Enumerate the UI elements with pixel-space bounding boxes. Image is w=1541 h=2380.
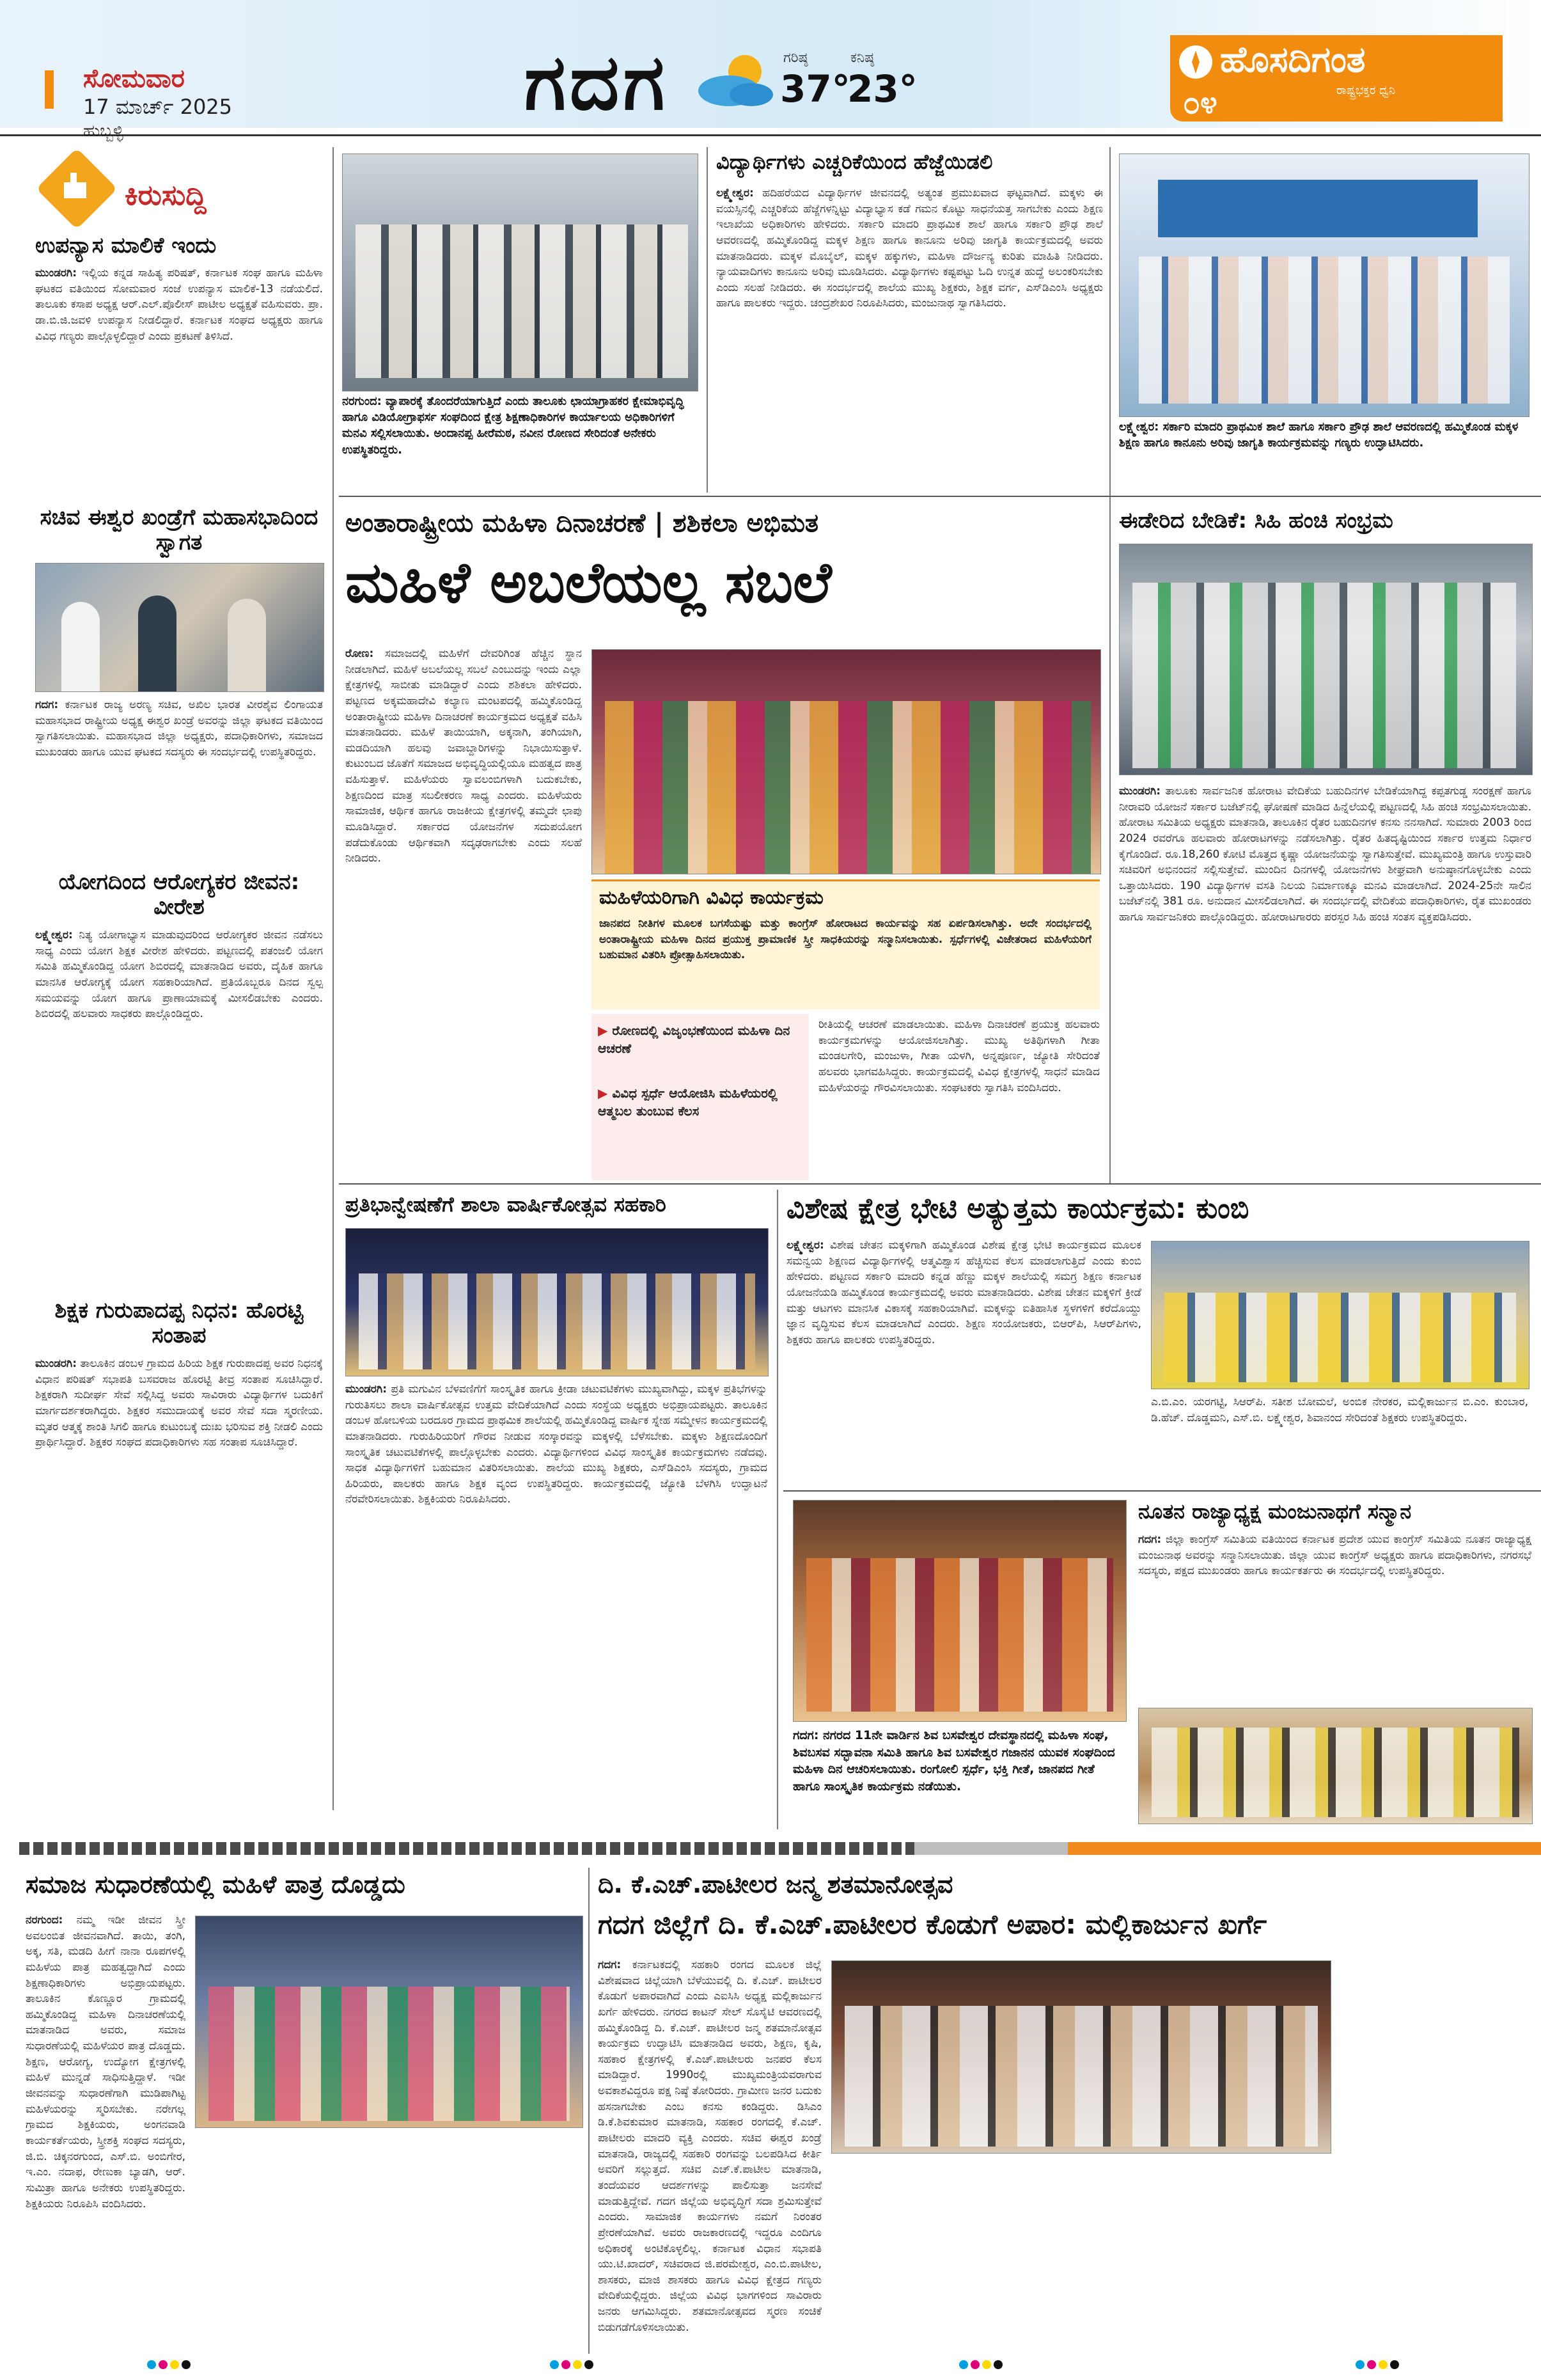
photo-group: [1132, 583, 1516, 768]
pointing-hand-icon: [51, 163, 102, 214]
brief-body: [35, 927, 323, 1286]
registration-dot: [971, 2360, 980, 2369]
registration-dot: [1356, 2360, 1365, 2369]
cp-photo: [1119, 544, 1533, 775]
dateline: ಲಕ್ಷ್ಮೇಶ್ವರ:: [716, 187, 754, 200]
kharge-photo: [831, 1960, 1331, 2154]
highlight-bullet: [598, 1084, 802, 1120]
photo-group: [605, 701, 1091, 874]
headline: ನೂತನ ರಾಜ್ಯಾಧ್ಯಕ್ಷ ಮಂಜುನಾಥಗೆ ಸನ್ಮಾನ: [1138, 1499, 1412, 1524]
school-fest-photo: [345, 1228, 769, 1376]
brief-text: ಕರ್ನಾಟಕ ರಾಜ್ಯ ಅರಣ್ಯ ಸಚಿವ, ಅಖಿಲ ಭಾರತ ವೀರಶೈವ ಲಿಂಗಾಯತ ಮಹಾಸಭಾದ ರಾಷ್ಟ್ರೀಯ ಅಧ್ಯಕ್ಷ ಈಶ್ವರ ಖಂಡ್ರೆ ಅವರನ್ನು ಜಿಲ್ಲಾ ಘಟಕದ ವತಿಯಿಂದ ಸ್ವಾಗತಿಸಲಾಯಿತು. ಮಹಾಸಭಾದ ಜಿಲ್ಲಾ ಅಧ್ಯಕ್ಷರು, ಪದಾಧಿಕಾರಿಗಳು, ಸಮಾಜದ ಮುಖಂಡರು ಹಾಗೂ ಯುವ ಘಟಕದ ಸದಸ್ಯರು ಈ ಸಂದರ್ಭದಲ್ಲಿ ಉಪಸ್ಥಿತರಿದ್ದರು.: [35, 698, 323, 759]
photo-figure: [138, 595, 176, 691]
dateline: ಮುಂಡರಗಿ:: [1119, 785, 1161, 798]
brief-body: [35, 697, 323, 863]
highlight-text: ವಿವಿಧ ಸ್ಪರ್ಧೆ ಆಯೋಜಿಸಿ ಮಹಿಳೆಯರಲ್ಲಿ ಆತ್ಮಬಲ ತುಂಬುವ ಕೆಲಸ: [598, 1085, 778, 1119]
article-body: [1138, 1532, 1531, 1701]
samaj-photo: [195, 1916, 583, 2128]
registration-dot: [1379, 2360, 1388, 2369]
registration-dot: [982, 2360, 991, 2369]
manjunath-photo: [1138, 1708, 1533, 1824]
section-separator-bar: [19, 1842, 914, 1855]
section-separator-bar: [1068, 1842, 1541, 1855]
photo-group: [359, 1273, 755, 1369]
registration-dot: [170, 2360, 179, 2369]
brief-title: ಸಚಿವ ಈಶ್ವರ ಖಂಡ್ರೆಗೆ ಮಹಾಸಭಾದಿಂದ ಸ್ವಾಗತ: [40, 505, 318, 556]
brief-text: ತಾಲೂಕಿನ ಡಂಬಳ ಗ್ರಾಮದ ಹಿರಿಯ ಶಿಕ್ಷಕ ಗುರುಪಾದಪ್ಪ ಅವರ ನಿಧನಕ್ಕೆ ವಿಧಾನ ಪರಿಷತ್ ಸಭಾಪತಿ ಬಸವರಾಜ ಹೊರಟ್ಟಿ ತೀವ್ರ ಸಂತಾಪ ಸೂಚಿಸಿದ್ದಾರೆ. ಶಿಕ್ಷಕರಾಗಿ ಸುದೀರ್ಘ ಸೇವೆ ಸಲ್ಲಿಸಿದ್ದ ಅವರು ಸಾವಿರಾರು ವಿದ್ಯಾರ್ಥಿಗಳ ಬದುಕಿಗೆ ಮಾರ್ಗದರ್ಶಕರಾಗಿದ್ದರು. ಶಿಕ್ಷಕರ ಸಮುದಾಯಕ್ಕೆ ಅವರ ಸೇವೆ ಸದಾ ಸ್ಮರಣೀಯ. ಮೃತರ ಆತ್ಮಕ್ಕೆ ಶಾಂತಿ ಸಿಗಲಿ ಹಾಗೂ ಕುಟುಂಬಕ್ಕೆ ದುಃಖ ಭರಿಸುವ ಶಕ್ತಿ ನೀಡಲಿ ಎಂದು ಪ್ರಾರ್ಥಿಸಿದ್ದಾರೆ. ಶಿಕ್ಷಕರ ಸಂಘದ ಪದಾಧಿಕಾರಿಗಳು ಸಹ ಸಂತಾಪ ಸೂಚಿಸಿದ್ದಾರೆ.: [35, 1357, 323, 1449]
dateline: ಗದಗ:: [35, 698, 59, 711]
masthead: [0, 0, 1541, 141]
inset-body: ಜಾನಪದ ನೀತಿಗಳ ಮೂಲಕ ಬಗಸೆಯಷ್ಟು ಮತ್ತು ಕಾಂಗ್ರೆಸ್ ಹೋರಾಟದ ಕಾರ್ಯವನ್ನು ಸಹ ಏರ್ಪಡಿಸಲಾಗಿತ್ತು. ಅದೇ ಸಂದರ್ಭದಲ್ಲಿ ಅಂತಾರಾಷ್ಟ್ರೀಯ ಮಹಿಳಾ ದಿನದ ಪ್ರಯುಕ್ತ ಪ್ರಾಮಾಣಿಕ ಸ್ತ್ರೀ ಸಾಧಕಿಯರನ್ನು ಸನ್ಮಾನಿಸಲಾಯಿತು. ಸ್ಪರ್ಧೆಗಳಲ್ಲಿ ವಿಜೇತರಾದ ಮಹಿಳೆಯರಿಗೆ ಬಹುಮಾನ ವಿತರಿಸಿ ಪ್ರೋತ್ಸಾಹಿಸಲಾಯಿತು.: [599, 917, 1091, 962]
brief-title: ಯೋಗದಿಂದ ಆರೋಗ್ಯಕರ ಜೀವನ: ವೀರೇಶ: [58, 869, 300, 920]
registration-dot: [573, 2360, 582, 2369]
school-photo: [1119, 154, 1529, 417]
row-divider: [783, 1490, 1541, 1492]
section-separator-bar: [914, 1842, 1068, 1855]
column-divider: [1109, 147, 1111, 1183]
weather-icon: [691, 45, 780, 115]
dateline: ನರಗುಂದ:: [26, 1914, 63, 1927]
registration-dot: [159, 2360, 168, 2369]
registration-dot: [959, 2360, 968, 2369]
edition-label: ಹುಬ್ಬಳ್ಳಿ: [83, 122, 123, 141]
photo-group: [1152, 1728, 1519, 1817]
dateline: ಮುಂಡರಗಿ:: [35, 267, 77, 280]
inset-box: [591, 879, 1100, 1009]
max-temp-label: ಗರಿಷ್ಠ: [783, 50, 808, 66]
dateline: ಮುಂಡರಗಿ:: [35, 1357, 77, 1370]
date-label: 17 ಮಾರ್ಚ್ 2025: [83, 95, 233, 119]
headline: ವಿಶೇಷ ಕ್ಷೇತ್ರ ಭೇಟಿ ಅತ್ಯುತ್ತಮ ಕಾರ್ಯಕ್ರಮ: ಕುಂಬಿ: [786, 1192, 1249, 1225]
brief-title: ಉಪನ್ಯಾಸ ಮಾಲಿಕೆ ಇಂದು: [35, 233, 217, 258]
article-text: ಪ್ರತಿ ಮಗುವಿನ ಬೆಳವಣಿಗೆಗೆ ಸಾಂಸ್ಕೃತಿಕ ಹಾಗೂ ಕ್ರೀಡಾ ಚಟುವಟಿಕೆಗಳು ಮುಖ್ಯವಾಗಿದ್ದು, ಮಕ್ಕಳ ಪ್ರತಿಭೆಗಳನ್ನು ಗುರುತಿಸಲು ಶಾಲಾ ವಾರ್ಷಿಕೋತ್ಸವ ಉತ್ತಮ ವೇದಿಕೆಯಾಗಿದೆ ಎಂದು ಸಂಸ್ಥೆಯ ಅಧ್ಯಕ್ಷರು ಅಭಿಪ್ರಾಯಪಟ್ಟರು. ತಾಲೂಕಿನ ಡಂಬಳ ಹೋಬಳಿಯ ಬರದೂರ ಗ್ರಾಮದ ಪ್ರಾಥಮಿಕ ಶಾಲೆಯಲ್ಲಿ ಹಮ್ಮಿಕೊಂಡಿದ್ದ ವಾರ್ಷಿಕ ಸ್ನೇಹ ಸಮ್ಮೇಳನ ಕಾರ್ಯಕ್ರಮದಲ್ಲಿ ಮಾತನಾಡಿದರು. ಗುರುಹಿರಿಯರಿಗೆ ಗೌರವ ನೀಡುವ ಸಂಸ್ಕಾರವನ್ನು ಮಕ್ಕಳಲ್ಲಿ ಬೆಳೆಸಬೇಕು. ಮಕ್ಕಳು ಶಿಕ್ಷಣದೊಂದಿಗೆ ಸಾಂಸ್ಕೃತಿಕ ಚಟುವಟಿಕೆಗಳಲ್ಲಿ ಪಾಲ್ಗೊಳ್ಳಬೇಕು ಎಂದರು. ವಿದ್ಯಾರ್ಥಿಗಳಿಂದ ವಿವಿಧ ಸಾಂಸ್ಕೃತಿಕ ಕಾರ್ಯಕ್ರಮಗಳು ನಡೆದವು. ಸಾಧಕ ವಿದ್ಯಾರ್ಥಿಗಳಿಗೆ ಬಹುಮಾನ ವಿತರಿಸಲಾಯಿತು. ಶಾಲೆಯ ಮುಖ್ಯ ಶಿಕ್ಷಕರು, ಎಸ್‌ಡಿಎಂಸಿ ಸದಸ್ಯರು, ಗ್ರಾಮದ ಹಿರಿಯರು, ಪಾಲಕರು ಹಾಗೂ ಶಿಕ್ಷಕ ವೃಂದ ಉಪಸ್ಥಿತರಿದ್ದರು. ಕಾರ್ಯಕ್ರಮದಲ್ಲಿ ಜ್ಯೋತಿ ಬೆಳಗಿಸಿ ಉದ್ಘಾಟನೆ ನೆರವೇರಿಸಲಾಯಿತು. ಶಿಕ್ಷಕಿಯರು ನಿರೂಪಿಸಿದರು.: [345, 1383, 767, 1506]
article-body: [345, 1382, 767, 1817]
dateline: ಲಕ್ಷ್ಮೇಶ್ವರ:: [35, 929, 73, 942]
row-divider: [339, 1183, 1541, 1185]
photo-group: [356, 225, 688, 378]
inset-title: ಮಹಿಳೆಯರಿಗಾಗಿ ವಿವಿಧ ಕಾರ್ಯಕ್ರಮ: [599, 887, 824, 909]
brief-photo: [35, 563, 324, 692]
highlight-bullet: [598, 1021, 802, 1057]
bullet-icon: ▶: [598, 1023, 613, 1038]
womens-day-photo: [591, 649, 1101, 874]
paper-tagline: ರಾಷ್ಟ್ರಭಕ್ತರ ಧ್ವನಿ: [1336, 84, 1395, 97]
kirusuddi-label: ಕಿರುಸುದ್ದಿ: [125, 179, 207, 212]
brand-block: [1170, 35, 1503, 122]
brand-emblem-icon: [1177, 43, 1215, 81]
kicker: ದಿ. ಕೆ.ಎಚ್.ಪಾಟೀಲರ ಜನ್ಮ ಶತಮಾನೋತ್ಸವ: [598, 1870, 953, 1898]
article-body: [786, 1238, 1141, 1487]
registration-dot: [182, 2360, 191, 2369]
article-body: [716, 185, 1103, 489]
photo-group: [806, 1558, 1113, 1712]
registration-dot: [550, 2360, 559, 2369]
dateline: ಗದಗ:: [1138, 1533, 1162, 1546]
min-temp-label: ಕನಿಷ್ಠ: [850, 50, 875, 66]
headline: ಪ್ರತಿಭಾನ್ವೇಷಣೆಗೆ ಶಾಲಾ ವಾರ್ಷಿಕೋತ್ಸವ ಸಹಕಾರಿ: [345, 1192, 666, 1217]
brief-body: [35, 265, 323, 502]
headline: ಮಹಿಳೆ ಅಬಲೆಯಲ್ಲ ಸಬಲೆ: [345, 549, 832, 615]
column-divider: [707, 147, 708, 493]
day-label: ಸೋಮವಾರ: [83, 64, 185, 93]
bullet-icon: ▶: [598, 1085, 613, 1101]
column-divider: [588, 1868, 590, 2354]
max-temp: 37°: [780, 67, 850, 111]
headline: ಸಮಾಜ ಸುಧಾರಣೆಯಲ್ಲಿ ಮಹಿಳೆ ಪಾತ್ರ ದೊಡ್ಡದು: [26, 1870, 405, 1898]
photo-caption: ಲಕ್ಷ್ಮೇಶ್ವರ: ಸರ್ಕಾರಿ ಮಾದರಿ ಪ್ರಾಥಮಿಕ ಶಾಲೆ ಹಾಗೂ ಸರ್ಕಾರಿ ಪ್ರೌಢ ಶಾಲೆ ಆವರಣದಲ್ಲಿ ಹಮ್ಮಿಕೊಂಡ ಮಕ್ಕಳ ಶಿಕ್ಷಣ ಹಾಗೂ ಕಾನೂನು ಅರಿವು ಜಾಗೃತಿ ಕಾರ್ಯಕ್ರಮವನ್ನು ಗಣ್ಯರು ಉದ್ಘಾಟಿಸಿದರು.: [1119, 420, 1519, 450]
row-divider: [339, 496, 1541, 497]
photo-group: [208, 1987, 570, 2121]
dateline: ಗದಗ:: [598, 1958, 622, 1971]
article-body: [598, 1957, 822, 2354]
article-body: ರೀತಿಯಲ್ಲಿ ಆಚರಣೆ ಮಾಡಲಾಯಿತು. ಮಹಿಳಾ ದಿನಾಚರಣೆ ಪ್ರಯುಕ್ತ ಹಲವಾರು ಕಾರ್ಯಕ್ರಮಗಳನ್ನು ಆಯೋಜಿಸಲಾಗಿತ್ತು. ಮುಖ್ಯ ಅತಿಥಿಗಳಾಗಿ ಗೀತಾ ಮಂಡಲಗೇರಿ, ಮಂಜುಳಾ, ಗೀತಾ ಯಳಗಿ, ಅನ್ನಪೂರ್ಣ, ಜ್ಯೋತಿ ಸೇರಿದಂತೆ ಹಲವರು ಭಾಗವಹಿಸಿದ್ದರು. ಕಾರ್ಯಕ್ರಮದಲ್ಲಿ ವಿವಿಧ ಕ್ಷೇತ್ರಗಳಲ್ಲಿ ಸಾಧನೆ ಮಾಡಿದ ಮಹಿಳೆಯರನ್ನು ಗೌರವಿಸಲಾಯಿತು. ಸಂಘಟಕರು ಸ್ವಾಗತಿಸಿ ವಂದಿಸಿದರು.: [818, 1018, 1100, 1094]
dateline: ರೋಣ:: [345, 647, 374, 660]
paper-name: ಹೊಸದಿಗಂತ: [1220, 39, 1366, 81]
brief-title: ಶಿಕ್ಷಕ ಗುರುಪಾದಪ್ಪ ನಿಧನ: ಹೊರಟ್ಟಿ ಸಂತಾಪ: [54, 1298, 304, 1349]
registration-dot: [994, 2360, 1003, 2369]
top-photo: [342, 154, 698, 391]
article-text: ಕರ್ನಾಟಕದಲ್ಲಿ ಸಹಕಾರಿ ರಂಗದ ಮೂಲಕ ಜಿಲ್ಲೆ ವಿಶೇಷವಾದ ಚಿಲ್ಲೆಯಾಗಿ ಬೆಳೆಯುವಲ್ಲಿ ದಿ. ಕೆ.ಎಚ್. ಪಾಟೀಲರ ಕೊಡುಗೆ ಅಪಾರವಾಗಿದೆ ಎಂದು ಎಐಸಿಸಿ ಅಧ್ಯಕ್ಷ ಮಲ್ಲಿಕಾರ್ಜುನ ಖರ್ಗೆ ಹೇಳಿದರು. ನಗರದ ಕಾಟನ್ ಸೇಲ್ ಸೊಸೈಟಿ ಆವರಣದಲ್ಲಿ ಹಮ್ಮಿಕೊಂಡಿದ್ದ ದಿ. ಕೆ.ಎಚ್. ಪಾಟೀಲರ ಜನ್ಮ ಶತಮಾನೋತ್ಸವ ಕಾರ್ಯಕ್ರಮ ಉದ್ಘಾಟಿಸಿ ಮಾತನಾಡಿದ ಅವರು, ಶಿಕ್ಷಣ, ಕೃಷಿ, ಸಹಕಾರ ಕ್ಷೇತ್ರಗಳಲ್ಲಿ ಕೆ.ಎಚ್.ಪಾಟೀಲರು ಜನಪರ ಕೆಲಸ ಮಾಡಿದ್ದಾರೆ. 1990ರಲ್ಲಿ ಮುಖ್ಯಮಂತ್ರಿಯವರಾಗುವ ಅವಕಾಶವಿದ್ದರೂ ಪಕ್ಷ ನಿಷ್ಠೆ ತೋರಿದರು. ಗ್ರಾಮೀಣ ಜನರ ಬದುಕು ಹಸನಾಗಬೇಕು ಎಂಬ ಕನಸು ಕಂಡಿದ್ದರು. ಡಿಸಿಎಂ ಡಿ.ಕೆ.ಶಿವಕುಮಾರ ಮಾತನಾಡಿ, ಸಹಕಾರ ರಂಗದಲ್ಲಿ ಕೆ.ಎಚ್. ಪಾಟೀಲರು ಮಾದರಿ ವ್ಯಕ್ತಿ ಎಂದರು. ಸಚಿವ ಈಶ್ವರ ಖಂಡ್ರೆ ಮಾತನಾಡಿ, ರಾಜ್ಯದಲ್ಲಿ ಸಹಕಾರಿ ರಂಗವನ್ನು ಬಲಪಡಿಸಿದ ಕೀರ್ತಿ ಅವರಿಗೆ ಸಲ್ಲುತ್ತದೆ. ಸಚಿವ ಎಚ್.ಕೆ.ಪಾಟೀಲ ಮಾತನಾಡಿ, ತಂದೆಯವರ ಆದರ್ಶಗಳನ್ನು ಪಾಲಿಸುತ್ತಾ ಜನಸೇವೆ ಮಾಡುತ್ತಿದ್ದೇವೆ. ಗದಗ ಜಿಲ್ಲೆಯ ಅಭಿವೃದ್ಧಿಗೆ ಸದಾ ಶ್ರಮಿಸುತ್ತೇವೆ ಎಂದರು. ಸಾಮಾಜಿಕ ಕಾರ್ಯಗಳು ನಮಗೆ ನಿರಂತರ ಪ್ರೇರಣೆಯಾಗಿವೆ. ಅವರು ರಾಜಕಾರಣದಲ್ಲಿ ಇದ್ದರೂ ಎಂದಿಗೂ ಅಧಿಕಾರಕ್ಕೆ ಅಂಟಿಕೊಳ್ಳಲಿಲ್ಲ. ಕರ್ನಾಟಕ ವಿಧಾನ ಸಭಾಪತಿ ಯು.ಟಿ.ಖಾದರ್, ಸಚಿವರಾದ ಜಿ.ಪರಮೇಶ್ವರ, ಎಂ.ಬಿ.ಪಾಟೀಲ, ಶಾಸಕರು, ಮಾಜಿ ಶಾಸಕರು ಹಾಗೂ ವಿವಿಧ ಕ್ಷೇತ್ರದ ಗಣ್ಯರು ವೇದಿಕೆಯಲ್ಲಿದ್ದರು. ಜಿಲ್ಲೆಯ ವಿವಿಧ ಭಾಗಗಳಿಂದ ಸಾವಿರಾರು ಜನರು ಆಗಮಿಸಿದ್ದರು. ಶತಮಾನೋತ್ಸವದ ಸ್ಮರಣ ಸಂಚಿಕೆ ಬಿಡುಗಡೆಗೊಳಿಸಲಾಯಿತು.: [598, 1958, 822, 2334]
devanga-photo: [793, 1500, 1127, 1722]
photo-banner: [1158, 180, 1478, 237]
photo-caption: ನರಗುಂದ: ವ್ಯಾಪಾರಕ್ಕೆ ತೊಂದರೆಯಾಗುತ್ತಿದೆ ಎಂದು ತಾಲೂಕು ಛಾಯಾಗ್ರಾಹಕರ ಕ್ಷೇಮಾಭಿವೃದ್ಧಿ ಹಾಗೂ ವಿಡಿಯೋಗ್ರಾಫರ್ಸ ಸಂಘದಿಂದ ಕ್ಷೇತ್ರ ಶಿಕ್ಷಣಾಧಿಕಾರಿಗಳ ಕಾರ್ಯಾಲಯ ಅಧಿಕಾರಿಗಳಿಗೆ ಮನವಿ ಸಲ್ಲಿಸಲಾಯಿತು. ಅಂದಾನಪ್ಪ ಹೀರೆಮಠ, ನವೀನ ರೋಣದ ಸೇರಿದಂತೆ ಅನೇಕರು ಉಪಸ್ಥಿತರಿದ್ದರು.: [342, 395, 684, 457]
kicker: ಅಂತಾರಾಷ್ಟ್ರೀಯ ಮಹಿಳಾ ದಿನಾಚರಣೆ | ಶಶಿಕಲಾ ಅಭಿಮತ: [345, 508, 819, 538]
article-body: [1119, 784, 1531, 1177]
highlights-box: [591, 1014, 809, 1180]
photo-caption: ಗದಗ: ನಗರದ 11ನೇ ವಾರ್ಡಿನ ಶಿವ ಬಸವೇಶ್ವರ ದೇವಸ್ಥಾನದಲ್ಲಿ ಮಹಿಳಾ ಸಂಘ, ಶಿವಬಸವ ಸದ್ಭಾವನಾ ಸಮಿತಿ ಹಾಗೂ ಶಿವ ಬಸವೇಶ್ವರ ಗಜಾನನ ಯುವಕ ಸಂಘದಿಂದ ಮಹಿಳಾ ದಿನ ಆಚರಿಸಲಾಯಿತು. ರಂಗೋಲಿ ಸ್ಪರ್ಧೆ, ಭಕ್ತಿ ಗೀತೆ, ಜಾನಪದ ಗೀತೆ ಹಾಗೂ ಸಾಂಸ್ಕೃತಿಕ ಕಾರ್ಯಕ್ರಮ ನಡೆಯಿತು.: [793, 1728, 1115, 1793]
registration-dot: [1367, 2360, 1376, 2369]
dateline: ಲಕ್ಷ್ಮೇಶ್ವರ:: [786, 1239, 824, 1252]
photo-group: [845, 2006, 1318, 2147]
kumbi-photo: [1151, 1241, 1529, 1389]
date-accent-bar: [45, 70, 54, 109]
section-title: ಗದಗ: [524, 38, 669, 127]
photo-figure: [228, 599, 266, 691]
photo-group: [1139, 256, 1510, 404]
brief-text: ಇಲ್ಲಿಯ ಕನ್ನಡ ಸಾಹಿತ್ಯ ಪರಿಷತ್, ಕರ್ನಾಟಕ ಸಂಘ ಹಾಗೂ ಮಹಿಳಾ ಘಟಕದ ವತಿಯಿಂದ ಸೋಮವಾರ ಸಂಜೆ ಉಪನ್ಯಾಸ ಮಾಲಿಕೆ-13 ನಡೆಯಲಿದೆ. ತಾಲೂಕು ಕಸಾಪ ಅಧ್ಯಕ್ಷ ಆರ್.ಎಲ್.ಪೊಲೀಸ್ ಪಾಟೀಲ ಅಧ್ಯಕ್ಷತೆ ವಹಿಸುವರು. ಪ್ರಾ. ಡಾ.ಬಿ.ಜಿ.ಜವಳಿ ಉಪನ್ಯಾಸ ನೀಡಲಿದ್ದಾರೆ. ಕರ್ನಾಟಕ ಸಂಘದ ಅಧ್ಯಕ್ಷರು ಹಾಗೂ ವಿವಿಧ ಗಣ್ಯರು ಪಾಲ್ಗೊಳ್ಳಲಿದ್ದಾರೆ ಎಂದು ಪ್ರಕಟಣೆ ತಿಳಿಸಿದೆ.: [35, 267, 323, 343]
min-temp: 23°: [847, 67, 918, 111]
photo-figure: [61, 602, 100, 691]
headline: ಈಡೇರಿದ ಬೇಡಿಕೆ: ಸಿಹಿ ಹಂಚಿ ಸಂಭ್ರಮ: [1119, 508, 1393, 533]
brief-text: ನಿತ್ಯ ಯೋಗಾಭ್ಯಾಸ ಮಾಡುವುದರಿಂದ ಆರೋಗ್ಯಕರ ಜೀವನ ನಡೆಸಲು ಸಾಧ್ಯ ಎಂದು ಯೋಗ ಶಿಕ್ಷಕ ವೀರೇಶ ಹೇಳಿದರು. ಪಟ್ಟಣದಲ್ಲಿ ಪತಂಜಲಿ ಯೋಗ ಸಮಿತಿ ಹಮ್ಮಿಕೊಂಡಿದ್ದ ಯೋಗ ಶಿಬಿರದಲ್ಲಿ ಮಾತನಾಡಿದ ಅವರು, ದೈಹಿಕ ಹಾಗೂ ಮಾನಸಿಕ ಆರೋಗ್ಯಕ್ಕೆ ಯೋಗ ಸಹಕಾರಿಯಾಗಿದೆ. ಪ್ರತಿಯೊಬ್ಬರೂ ದಿನದ ಸ್ವಲ್ಪ ಸಮಯವನ್ನು ಯೋಗ ಹಾಗೂ ಪ್ರಾಣಾಯಾಮಕ್ಕೆ ಮೀಸಲಿಡಬೇಕು ಎಂದರು. ಶಿಬಿರದಲ್ಲಿ ಹಲವಾರು ಸಾಧಕರು ಪಾಲ್ಗೊಂಡಿದ್ದರು.: [35, 929, 323, 1021]
headline: ವಿದ್ಯಾರ್ಥಿಗಳು ಎಚ್ಚರಿಕೆಯಿಂದ ಹೆಜ್ಜೆಯಿಡಲಿ: [716, 150, 993, 174]
article-text: ವಿಶೇಷ ಚೇತನ ಮಕ್ಕಳಿಗಾಗಿ ಹಮ್ಮಿಕೊಂಡ ವಿಶೇಷ ಕ್ಷೇತ್ರ ಭೇಟಿ ಕಾರ್ಯಕ್ರಮದ ಮೂಲಕ ಸಮನ್ವಯ ಶಿಕ್ಷಣದ ವಿದ್ಯಾರ್ಥಿಗಳಲ್ಲಿ ಆತ್ಮವಿಶ್ವಾಸ ಹೆಚ್ಚಿಸುವ ಕೆಲಸ ಮಾಡಲಾಗುತ್ತಿದೆ ಎಂದು ಕುಂಬಿ ಹೇಳಿದರು. ಪಟ್ಟಣದ ಸರ್ಕಾರಿ ಮಾದರಿ ಕನ್ನಡ ಹೆಣ್ಣು ಮಕ್ಕಳ ಶಾಲೆಯಲ್ಲಿ ಸಮಗ್ರ ಶಿಕ್ಷಣ ಕರ್ನಾಟಕ ಯೋಜನೆಯಡಿ ಹಮ್ಮಿಕೊಂಡ ಕಾರ್ಯಕ್ರಮದಲ್ಲಿ ಅವರು ಮಾತನಾಡಿದರು. ವಿಶೇಷ ಚೇತನ ಮಕ್ಕಳಿಗೆ ಕ್ರೀಡೆ ಮತ್ತು ಆಟಗಳು ಮಾನಸಿಕ ವಿಕಾಸಕ್ಕೆ ಸಹಕಾರಿಯಾಗಿವೆ. ಮಕ್ಕಳನ್ನು ಐತಿಹಾಸಿಕ ಸ್ಥಳಗಳಿಗೆ ಕರೆದೊಯ್ದು ಜ್ಞಾನ ವೃದ್ಧಿಸುವ ಕೆಲಸ ಮಾಡಲಾಗಿದೆ ಎಂದರು. ಶಿಕ್ಷಣ ಸಂಯೋಜಕರು, ಬಿಆರ್‌ಪಿ, ಸಿಆರ್‌ಪಿಗಳು, ಶಿಕ್ಷಕರು ಹಾಗೂ ಪಾಲಕರು ಉಪಸ್ಥಿತರಿದ್ದರು.: [786, 1239, 1141, 1346]
page-number: ೦೪: [1183, 85, 1217, 121]
article-text: ಜಿಲ್ಲಾ ಕಾಂಗ್ರೆಸ್ ಸಮಿತಿಯ ವತಿಯಿಂದ ಕರ್ನಾಟಕ ಪ್ರದೇಶ ಯುವ ಕಾಂಗ್ರೆಸ್ ಸಮಿತಿಯ ನೂತನ ರಾಜ್ಯಾಧ್ಯಕ್ಷ ಮಂಜುನಾಥ ಅವರನ್ನು ಸನ್ಮಾನಿಸಲಾಯಿತು. ಜಿಲ್ಲಾ ಯುವ ಕಾಂಗ್ರೆಸ್ ಅಧ್ಯಕ್ಷರು ಹಾಗೂ ಪದಾಧಿಕಾರಿಗಳು, ನಗರಸಭೆ ಸದಸ್ಯರು, ಪಕ್ಷದ ಮುಖಂಡರು ಹಾಗೂ ಕಾರ್ಯಕರ್ತರು ಈ ಸಂದರ್ಭದಲ್ಲಿ ಉಪಸ್ಥಿತರಿದ್ದರು.: [1138, 1533, 1531, 1578]
article-body: [26, 1912, 185, 2354]
article-body: [345, 646, 582, 1177]
article-text: ನಮ್ಮ ಇಡೀ ಜೀವನ ಸ್ತ್ರೀ ಅವಲಂಬಿತ ಜೀವನವಾಗಿದೆ. ತಾಯಿ, ತಂಗಿ, ಅಕ್ಕ, ಸತಿ, ಮಡದಿ ಹೀಗೆ ನಾನಾ ರೂಪಗಳಲ್ಲಿ ಮಹಿಳೆಯ ಪಾತ್ರ ಮಹತ್ವದ್ದಾಗಿದೆ ಎಂದು ಶಿಕ್ಷಣಾಧಿಕಾರಿಗಳು ಅಭಿಪ್ರಾಯಪಟ್ಟರು. ತಾಲೂಕಿನ ಕೊಣ್ಣೂರ ಗ್ರಾಮದಲ್ಲಿ ಹಮ್ಮಿಕೊಂಡಿದ್ದ ಮಹಿಳಾ ದಿನಾಚರಣೆಯಲ್ಲಿ ಮಾತನಾಡಿದ ಅವರು, ಸಮಾಜ ಸುಧಾರಣೆಯಲ್ಲಿ ಮಹಿಳೆಯರ ಪಾತ್ರ ದೊಡ್ಡದು. ಶಿಕ್ಷಣ, ಆರೋಗ್ಯ, ಉದ್ಯೋಗ ಕ್ಷೇತ್ರಗಳಲ್ಲಿ ಮಹಿಳೆ ಮುನ್ನಡೆ ಸಾಧಿಸುತ್ತಿದ್ದಾಳೆ. ಇಡೀ ಜೀವನವನ್ನು ಸುಧಾರಣೆಗಾಗಿ ಮುಡಿಪಾಗಿಟ್ಟ ಮಹಿಳೆಯರನ್ನು ಸ್ಮರಿಸಬೇಕು. ನರೇಗಲ್ಲ ಗ್ರಾಮದ ಶಿಕ್ಷಕಿಯರು, ಅಂಗನವಾಡಿ ಕಾರ್ಯಕರ್ತೆಯರು, ಸ್ತ್ರೀಶಕ್ತಿ ಸಂಘದ ಸದಸ್ಯರು, ಜಿ.ಬಿ. ಚಿಕ್ಕನರಗುಂದ, ಎಸ್.ಬಿ. ಅಂಬಿಗೇರ, ಇ.ಎಂ. ನದಾಫ, ರೇಣುಕಾ ಬ್ಯಾಡಗಿ, ಆರ್. ಸುಮಿತ್ರಾ ಹಾಗೂ ಅನೇಕರು ಉಪಸ್ಥಿತರಿದ್ದರು. ಶಿಕ್ಷಕಿಯರು ನಿರೂಪಿಸಿ ವಂದಿಸಿದರು.: [26, 1914, 185, 2211]
registration-dot: [584, 2360, 593, 2369]
article-text: ಸಮಾಜದಲ್ಲಿ ಮಹಿಳೆಗೆ ದೇವರಿಗಿಂತ ಹೆಚ್ಚಿನ ಸ್ಥಾನ ನೀಡಲಾಗಿದೆ. ಮಹಿಳೆ ಅಬಲೆಯಲ್ಲ ಸಬಲೆ ಎಂಬುದನ್ನು ಇಂದು ಎಲ್ಲಾ ಕ್ಷೇತ್ರಗಳಲ್ಲಿ ಸಾಬೀತು ಮಾಡಿದ್ದಾರೆ ಎಂದು ಶಶಿಕಲಾ ಹೇಳಿದರು. ಪಟ್ಟಣದ ಅಕ್ಕಮಹಾದೇವಿ ಕಲ್ಯಾಣ ಮಂಟಪದಲ್ಲಿ ಹಮ್ಮಿಕೊಂಡಿದ್ದ ಅಂತಾರಾಷ್ಟ್ರೀಯ ಮಹಿಳಾ ದಿನಾಚರಣೆ ಕಾರ್ಯಕ್ರಮದ ಅಧ್ಯಕ್ಷತೆ ವಹಿಸಿ ಮಾತನಾಡಿದರು. ಮಹಿಳೆ ತಾಯಿಯಾಗಿ, ಅಕ್ಕನಾಗಿ, ತಂಗಿಯಾಗಿ, ಮಡದಿಯಾಗಿ ಹಲವು ಜವಾಬ್ದಾರಿಗಳನ್ನು ನಿಭಾಯಿಸುತ್ತಾಳೆ. ಕುಟುಂಬದ ಜೊತೆಗೆ ಸಮಾಜದ ಅಭಿವೃದ್ಧಿಯಲ್ಲಿಯೂ ಮಹತ್ವದ ಪಾತ್ರ ವಹಿಸುತ್ತಾಳೆ. ಮಹಿಳೆಯರು ಸ್ವಾವಲಂಬಿಗಳಾಗಿ ಬದುಕಬೇಕು, ಶಿಕ್ಷಣದಿಂದ ಮಾತ್ರ ಸಬಲೀಕರಣ ಸಾಧ್ಯ ಎಂದರು. ಮಹಿಳೆಯರು ಸಾಮಾಜಿಕ, ಆರ್ಥಿಕ ಹಾಗೂ ರಾಜಕೀಯ ಕ್ಷೇತ್ರಗಳಲ್ಲಿ ತಮ್ಮದೇ ಛಾಪು ಮೂಡಿಸಿದ್ದಾರೆ. ಸರ್ಕಾರದ ಯೋಜನೆಗಳ ಸದುಪಯೋಗ ಪಡೆದುಕೊಂಡು ಆರ್ಥಿಕವಾಗಿ ಸದೃಢರಾಗಬೇಕು ಎಂದು ಸಲಹೆ ನೀಡಿದರು.: [345, 647, 582, 865]
registration-dot: [1390, 2360, 1399, 2369]
registration-dot: [561, 2360, 570, 2369]
column-divider: [332, 147, 334, 1810]
photo-group: [1164, 1293, 1516, 1382]
highlight-text: ರೋಣದಲ್ಲಿ ವಿಜೃಂಭಣೆಯಿಂದ ಮಹಿಳಾ ದಿನ ಆಚರಣೆ: [598, 1023, 790, 1056]
article-text: ಹದಿಹರೆಯದ ವಿದ್ಯಾರ್ಥಿಗಳ ಜೀವನದಲ್ಲಿ ಅತ್ಯಂತ ಪ್ರಮುಖವಾದ ಘಟ್ಟವಾಗಿದೆ. ಮಕ್ಕಳು ಈ ವಯಸ್ಸಿನಲ್ಲಿ ಎಚ್ಚರಿಕೆಯ ಹೆಜ್ಜೆಗಳನ್ನಿಟ್ಟು ವಿದ್ಯಾಭ್ಯಾಸ ಕಡೆ ಗಮನ ಕೊಟ್ಟು ಸಾಧನೆಯತ್ತ ಸಾಗಬೇಕು ಎಂದು ಶಿಕ್ಷಣ ಇಲಾಖೆಯ ಅಧಿಕಾರಿಗಳು ಹೇಳಿದರು. ಸರ್ಕಾರಿ ಮಾದರಿ ಪ್ರಾಥಮಿಕ ಶಾಲೆ ಹಾಗೂ ಸರ್ಕಾರಿ ಪ್ರೌಢ ಶಾಲೆ ಆವರಣದಲ್ಲಿ ಹಮ್ಮಿಕೊಂಡಿದ್ದ ಮಕ್ಕಳ ಶಿಕ್ಷಣ ಹಾಗೂ ಕಾನೂನು ಅರಿವು ಜಾಗೃತಿ ಕಾರ್ಯಕ್ರಮದಲ್ಲಿ ಅವರು ಮಾತನಾಡಿದರು. ಮಕ್ಕಳ ಮೊಬೈಲ್, ಮಕ್ಕಳ ಹಕ್ಕುಗಳು, ಮಹಿಳಾ ದೌರ್ಜನ್ಯ ಕುರಿತು ಮಾಹಿತಿ ನೀಡಿದರು. ನ್ಯಾಯವಾದಿಗಳು ಕಾನೂನು ಅರಿವು ಮೂಡಿಸಿದರು. ವಿದ್ಯಾರ್ಥಿಗಳು ಕಷ್ಟಪಟ್ಟು ಓದಿ ಉನ್ನತ ಹುದ್ದೆ ಅಲಂಕರಿಸಬೇಕು ಎಂದು ಸಲಹೆ ನೀಡಿದರು. ಈ ಸಂದರ್ಭದಲ್ಲಿ ಶಾಲೆಯ ಮುಖ್ಯ ಶಿಕ್ಷಕರು, ಶಿಕ್ಷಕ ವರ್ಗ, ಎಸ್‌ಡಿಎಂಸಿ ಅಧ್ಯಕ್ಷರು ಹಾಗೂ ಪಾಲಕರು ಇದ್ದರು. ಚಂದ್ರಶೇಖರ ನಿರೂಪಿಸಿದರು, ಮಂಜುನಾಥ ಸ್ವಾಗತಿಸಿದರು.: [716, 187, 1103, 310]
headline: ಗದಗ ಜಿಲ್ಲೆಗೆ ದಿ. ಕೆ.ಎಚ್.ಪಾಟೀಲರ ಕೊಡುಗೆ ಅಪಾರ: ಮಲ್ಲಿಕಾರ್ಜುನ ಖರ್ಗೆ: [598, 1909, 1267, 1940]
photo-caption: ಎ.ಬಿ.ಎಂ. ಯರಗಟ್ಟಿ, ಸಿಆರ್‌ಪಿ. ಸತೀಶ ಬೋಮಲೆ, ಅಂಬಿಕ ನೇರಕರ, ಮಲ್ಲಿಕಾರ್ಜುನ ಬಿ.ಎಂ. ಕುಂಬಾರ, ಡಿ.ಹೆಚ್. ದೊಡ್ಡಮನಿ, ಎಸ್.ಬಿ. ಲಕ್ಷ್ಮೇಶ್ವರ, ಶಿವಾನಂದ ಸೇರಿದಂತೆ ಶಿಕ್ಷಕರು ಉಪಸ್ಥಿತರಿದ್ದರು.: [1151, 1396, 1528, 1424]
dateline: ಮುಂಡರಗಿ:: [345, 1383, 387, 1396]
column-divider: [777, 1190, 778, 1829]
article-text: ತಾಲೂಕು ಸಾರ್ವಜನಿಕ ಹೋರಾಟ ವೇದಿಕೆಯ ಬಹುದಿನಗಳ ಬೇಡಿಕೆಯಾಗಿದ್ದ ಕಪ್ಪತಗುಡ್ಡ ಸಂರಕ್ಷಣೆ ಹಾಗೂ ನೀರಾವರಿ ಯೋಜನೆ ಸರ್ಕಾರ ಬಜೆಟ್‌ನಲ್ಲಿ ಘೋಷಣೆ ಮಾಡಿದ ಹಿನ್ನೆಲೆಯಲ್ಲಿ ಪಟ್ಟಣದಲ್ಲಿ ಸಿಹಿ ಹಂಚಿ ಸಂಭ್ರಮಿಸಲಾಯಿತು. ಹೋರಾಟ ಸಮಿತಿಯ ಅಧ್ಯಕ್ಷರು ಮಾತನಾಡಿ, ತಾಲೂಕಿನ ರೈತರ ಬಹುದಿನಗಳ ಕನಸು ನನಸಾಗಿದೆ. ಸುಮಾರು 2003 ರಿಂದ 2024 ರವರೆಗೂ ಹಲವಾರು ಹೋರಾಟಗಳನ್ನು ನಡೆಸಲಾಗಿತ್ತು. ರೈತರ ಹಿತದೃಷ್ಟಿಯಿಂದ ಸರ್ಕಾರ ಉತ್ತಮ ನಿರ್ಧಾರ ಕೈಗೊಂಡಿದೆ. ರೂ.18,260 ಕೋಟಿ ಮೊತ್ತದ ಕೃಷ್ಣಾ ಯೋಜನೆಯನ್ನು ಸ್ವಾಗತಿಸುತ್ತೇವೆ. ಮುಖ್ಯಮಂತ್ರಿ ಹಾಗೂ ಉಸ್ತುವಾರಿ ಸಚಿವರಿಗೆ ಅಭಿನಂದನೆ ಸಲ್ಲಿಸುತ್ತೇವೆ. ಮುಂದಿನ ದಿನಗಳಲ್ಲಿ ಯೋಜನೆಗಳು ಶೀಘ್ರವಾಗಿ ಅನುಷ್ಠಾನಗೊಳ್ಳಬೇಕು ಎಂದು ಒತ್ತಾಯಿಸಿದರು. 190 ವಿದ್ಯಾರ್ಥಿಗಳ ವಸತಿ ನಿಲಯ ನಿರ್ಮಾಣಕ್ಕೂ ಮನವಿ ಮಾಡಲಾಗಿದೆ. 2024-25ನೇ ಸಾಲಿನ ಬಜೆಟ್‌ನಲ್ಲಿ 381 ರೂ. ಅನುದಾನ ಮೀಸಲಿಡಲಾಗಿದೆ. ಈ ಸಂದರ್ಭದಲ್ಲಿ ವೇದಿಕೆಯ ಪದಾಧಿಕಾರಿಗಳು, ರೈತ ಮುಖಂಡರು ಹಾಗೂ ಸಾರ್ವಜನಿಕರು ಪಾಲ್ಗೊಂಡಿದ್ದರು. ಹೋರಾಟಗಾರರು ಪರಸ್ಪರ ಸಿಹಿ ಹಂಚಿ ಸಂತಸ ವ್ಯಕ್ತಪಡಿಸಿದರು.: [1119, 785, 1531, 924]
registration-dot: [147, 2360, 156, 2369]
brief-body: [35, 1356, 323, 1817]
